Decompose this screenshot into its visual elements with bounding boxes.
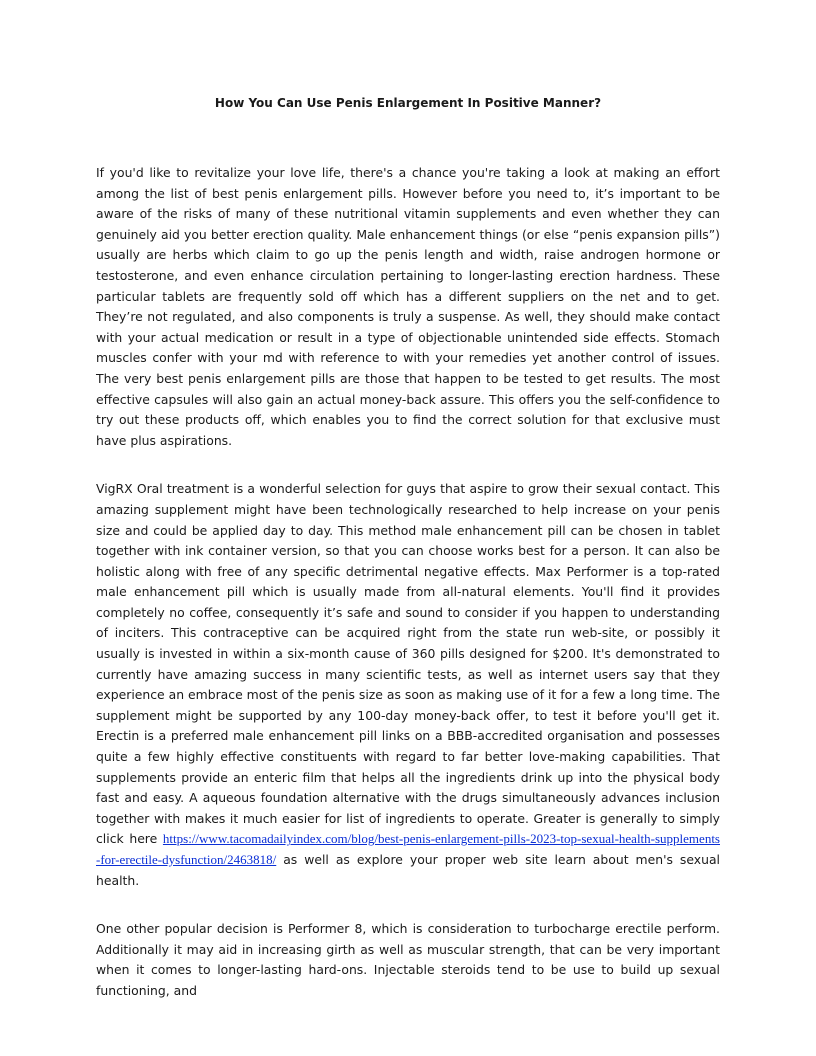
- paragraph-3: One other popular decision is Performer 8, which is consideration to turbocharge erectile perform. Additionally it may aid in increasing girth as well as muscular strength, that can be very important when it comes to longer-lasting hard-ons. Injectable steroids tend to be use to build up sexual functioning, and: [96, 921, 720, 998]
- document-title: How You Can Use Penis Enlargement In Positive Manner?: [214, 96, 602, 110]
- paragraph-2-text-after-link: as well as explore your proper web site learn about men's sexual health.: [96, 852, 720, 888]
- document-page: [96, 94, 720, 1030]
- article-link[interactable]: https://www.tacomadailyindex.com/blog/best-penis-enlargement-pills-2023-top-sexual-health-supplements-for-erectile-dysfunction/2463818/: [96, 831, 720, 867]
- paragraph-2-text-before-link: VigRX Oral treatment is a wonderful selection for guys that aspire to grow their sexual contact. This amazing supplement might have been technologically researched to help increase on your penis size and could be applied day to day. This method male enhancement pill can be chosen in tablet together with ink container version, so that you can choose works best for a person. It can also be holistic along with free of any specific detrimental negative effects. Max Performer is a top-rated male enhancement pill which is usually made from all-natural elements. You'll find it provides completely no coffee, consequently it’s safe and sound to consider if you happen to understanding of inciters. This contraceptive can be acquired right from the state run web-site, or possibly it usually is invested in within a six-month cause of 360 pills designed for $200. It's demonstrated to currently have amazing success in many scientific tests, as well as internet users say that they experience an embrace most of the penis size as soon as making use of it for a few a long time. The supplement might be supported by any 100-day money-back offer, to test it before you'll get it. Erectin is a preferred male enhancement pill links on a BBB-accredited organisation and possesses quite a few highly effective constituents with regard to far better love-making capabilities. That supplements provide an enteric film that helps all the ingredients drink up into the physical body fast and easy. A aqueous foundation alternative with the drugs simultaneously advances inclusion together with makes it much easier for list of ingredients to operate. Greater is generally to simply click here: [96, 481, 720, 847]
- paragraph-2: [96, 479, 720, 891]
- paragraph-1: If you'd like to revitalize your love life, there's a chance you're taking a look at making an effort among the list of best penis enlargement pills. However before you need to, it’s important to be aware of the risks of many of these nutritional vitamin supplements and even whether they can genuinely aid you better erection quality. Male enhancement things (or else “penis expansion pills”) usually are herbs which claim to go up the penis length and width, raise androgen hormone or testosterone, and even enhance circulation pertaining to longer-lasting erection hardness. These particular tablets are frequently sold off which has a different suppliers on the net and to get. They’re not regulated, and also components is truly a suspense. As well, they should make contact with your actual medication or result in a type of objectionable unintended side effects. Stomach muscles confer with your md with reference to with your remedies yet another control of issues. The very best penis enlargement pills are those that happen to be tested to get results. The most effective capsules will also gain an actual money-back assure. This offers you the self-confidence to try out these products off, which enables you to find the correct solution for that exclusive must have plus aspirations.: [96, 165, 720, 448]
